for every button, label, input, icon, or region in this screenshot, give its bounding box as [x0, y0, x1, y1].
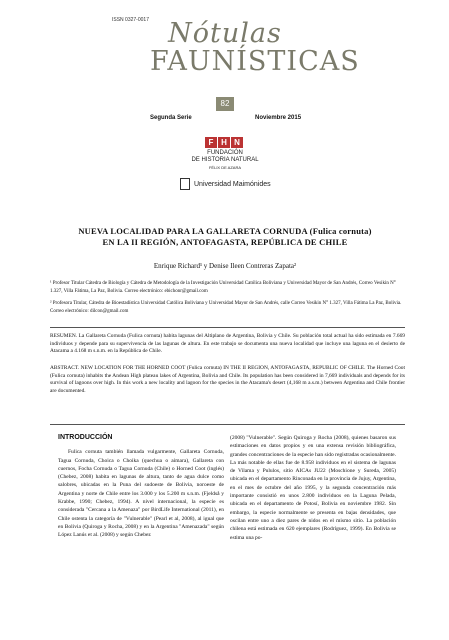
university-name: Universidad Maimónides [194, 180, 271, 188]
fhn-line2: DE HISTORIA NATURAL [191, 157, 259, 163]
issue-number-badge: 82 [216, 97, 234, 111]
fhn-letter: H [218, 137, 230, 148]
resumen: RESUMEN. La Gallareta Cornuda (Fulica cornuta) habita lagunas del Altiplano de Argentina, Bolivia y Chile. Su población total actual ha sido estimada en 7.669 individuos y depende para su supervivencia de las lagunas de altura. En este trabajo se documenta una nueva localidad que incluye una laguna en el desierto de Atacama a 4.168 m s.n.m. en la República de Chile. [50, 333, 405, 355]
affiliation-2: ² Profesora Titular, Cátedra de Bioestadística Universidad Católica Boliviana y Universidad Mayor de San Andrés, calle Correo Vesikin N° 1.327, Villa Fátima La Paz, Bolivia. Correo electrónico: dilcon@gmail.com [50, 301, 402, 314]
fhn-letter: N [231, 137, 243, 148]
journal-logo [150, 18, 360, 77]
divider [50, 327, 405, 328]
university-logo [180, 178, 271, 190]
article-title [40, 226, 410, 248]
intro-right-column [230, 434, 396, 542]
fhn-line1: FUNDACIÓN [207, 150, 243, 156]
issue-date: Noviembre 2015 [255, 115, 302, 121]
journal-name-line1: Nótulas [168, 18, 282, 49]
affiliation-1: ¹ Profesor Titular Cátedra de Biología y Cátedra de Metodología de la Investigación Universidad Católica Boliviana y Universidad Mayor de San Andrés, Correo Vesikin N° 1.327, Villa Fátima, La Paz, Bolivia. Correo electrónico: ebichonr@gmail.com [50, 281, 396, 294]
intro-paragraph: Fulica cornuta también llamada vulgarmente, Gallareta Cornuda, Tagua Cornuda, Choica o Choika (quechua o aimara), Gallareta con cuernos, Focha Cornuda o Tagua Cornuda (Chile) o Horned Coot (inglés) (Chebez, 2008) habita en lagunas de altura, tanto de agua dulce como salobres, ubicadas en la Puna del sudoeste de Bolivia, noroeste de Argentina y norte de Chile entre los 3.000 y los 5.200 m s.n.m. (Fjeldså y Krabbe, 1990; Chebez, 1994). A nivel internacional, la especie es considerada "Cercana a la Amenaza" por BirdLife International (2011), en Chile ostenta la categoría de "Vulnerable" (Pearl et al, 2008), al igual que en Bolivia (Quiroga y Rocha, 2008) y en la Argentina "Amenazada" según López Lanús et al. (2008) y según Chebez [58, 449, 224, 539]
fhn-text [185, 150, 265, 171]
journal-name-line2: FAUNÍSTICAS [150, 46, 360, 77]
article-title-line2: EN LA II REGIÓN, ANTOFAGASTA, REPÚBLICA DE CHILE [102, 237, 348, 247]
series-label: Segunda Serie [150, 115, 192, 121]
issn: ISSN 0327-0017 [112, 17, 149, 23]
abstract: ABSTRACT. NEW LOCATION FOR THE HORNED COOT (Fulica cornuta) IN THE II REGION, ANTOFAGASTA, REPUBLIC OF CHILE. The Horned Coot (Fulica cornuta) inhabits the Andean High plateau lakes of Argentina, Bolivia and Chile. Its population has been considered in 7,669 individuals and depends for its survival of lagoons over high. In this work a new locality and lagoon for the species in the Atacama's desert (4,168 m a.s.m.) between Argentina and Chile frontier are documented. [50, 365, 405, 395]
intro-paragraph-cont: (2008) "Vulnerable". Según Quiroga y Rocha (2008), quienes basaron sus estimaciones en datos propios y en una extensa revisión bibliográfica, grandes concentraciones de la especie han sido registradas ocasionalmente. La más notable de ellas fue de 8.958 individuos en el sistema de lagunas de Vilama y Pululos, sitio AICAs JU22 (Moschione y Sureda, 2005) ubicada en el departamento Rinconada en la provincia de Jujuy, Argentina, en el mes de octubre del año 1995, y la segunda concentración más importante consistió en unos 2.800 individuos en la Laguna Pelada, ubicada en el departamento de Potosí, Bolivia en noviembre 1982. Sin embargo, la especie normalmente se presenta en bajas densidades, que oscilan entre uno a diez pares de nidos en el mismo sitio. La población chilena está estimada en 620 ejemplares (Rodríguez, 1999). En Bolivia se estima una po- [230, 435, 396, 541]
fhn-logo [205, 137, 245, 148]
fhn-line3: FÉLIX DE AZARA [208, 165, 241, 170]
authors: Enrique Richard¹ y Denise Ileen Contreras Zapata² [153, 262, 297, 270]
university-emblem-icon [180, 178, 190, 190]
fhn-letter: F [205, 137, 217, 148]
section-heading: INTRODUCCIÓN [58, 434, 113, 441]
divider [50, 424, 405, 425]
intro-left-column [58, 434, 224, 540]
article-title-line1: NUEVA LOCALIDAD PARA LA GALLARETA CORNUDA (Fulica cornuta) [78, 226, 372, 236]
